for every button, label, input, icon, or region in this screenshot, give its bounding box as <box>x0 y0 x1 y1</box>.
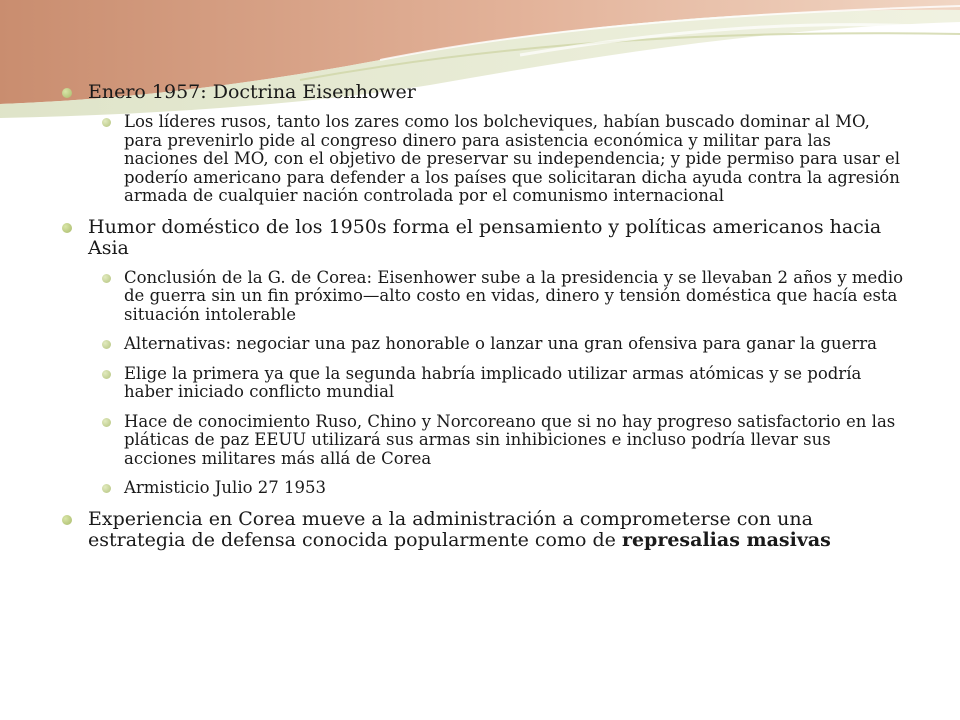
bullet-bold-text: represalias masivas <box>621 528 831 551</box>
bullet-icon <box>62 515 72 525</box>
bullet-icon <box>62 223 72 233</box>
slide-content <box>58 82 908 561</box>
sub-bullet-text: Los líderes rusos, tanto los zares como los bolcheviques, habían buscado dominar al MO, para prevenirlo pide al congreso dinero para asistencia económica y militar para las naciones del MO, con el objetivo de preservar su independencia; y pide permiso para usar el poderío americano para defender a los países que solicitaran dicha ayuda contra la agresión armada de cualquier nación controlada por el comunismo internacional <box>124 112 900 205</box>
sub-bullet-conocimiento <box>58 413 908 469</box>
sub-bullet-text: Alternativas: negociar una paz honorable o lanzar una gran ofensiva para ganar la guerra <box>124 334 877 353</box>
sub-bullet-alternativas <box>58 335 908 354</box>
sub-bullet-text: Armisticio Julio 27 1953 <box>124 478 327 497</box>
bullet-icon <box>102 118 111 127</box>
sub-bullet-text: Conclusión de la G. de Corea: Eisenhower sube a la presidencia y se llevaban 2 años y medio de guerra sin un fin próximo—alto costo en vidas, dinero y tensión doméstica que hacía esta situación intolerable <box>124 267 904 324</box>
sub-bullet-elige-primera <box>58 365 908 402</box>
sub-bullet-text: Elige la primera ya que la segunda habría implicado utilizar armas atómicas y se podría haber iniciado conflicto mundial <box>124 363 862 401</box>
bullet-icon <box>102 370 111 379</box>
bullet-icon <box>102 484 111 493</box>
sub-bullet-armisticio <box>58 479 908 498</box>
bullet-experiencia-corea <box>58 509 908 551</box>
sub-bullet-lideres-rusos <box>58 113 908 206</box>
bullet-icon <box>62 88 72 98</box>
bullet-text: Humor doméstico de los 1950s forma el pensamiento y políticas americanos hacia Asia <box>88 215 882 259</box>
bullet-icon <box>102 340 111 349</box>
sub-bullet-conclusion-corea <box>58 269 908 325</box>
sub-bullet-text: Hace de conocimiento Ruso, Chino y Norcoreano que si no hay progreso satisfactorio en las pláticas de paz EEUU utilizará sus armas sin inhibiciones e incluso podría llevar sus acciones militares más allá de Corea <box>124 411 896 468</box>
bullet-text: Experiencia en Corea mueve a la administración a comprometerse con una estrategia de defensa conocida popularmente como de <box>88 507 813 551</box>
bullet-humor-domestico <box>58 217 908 259</box>
bullet-doctrina-eisenhower <box>58 82 908 103</box>
bullet-icon <box>102 418 111 427</box>
bullet-icon <box>102 274 111 283</box>
bullet-text: Enero 1957: Doctrina Eisenhower <box>88 81 416 103</box>
